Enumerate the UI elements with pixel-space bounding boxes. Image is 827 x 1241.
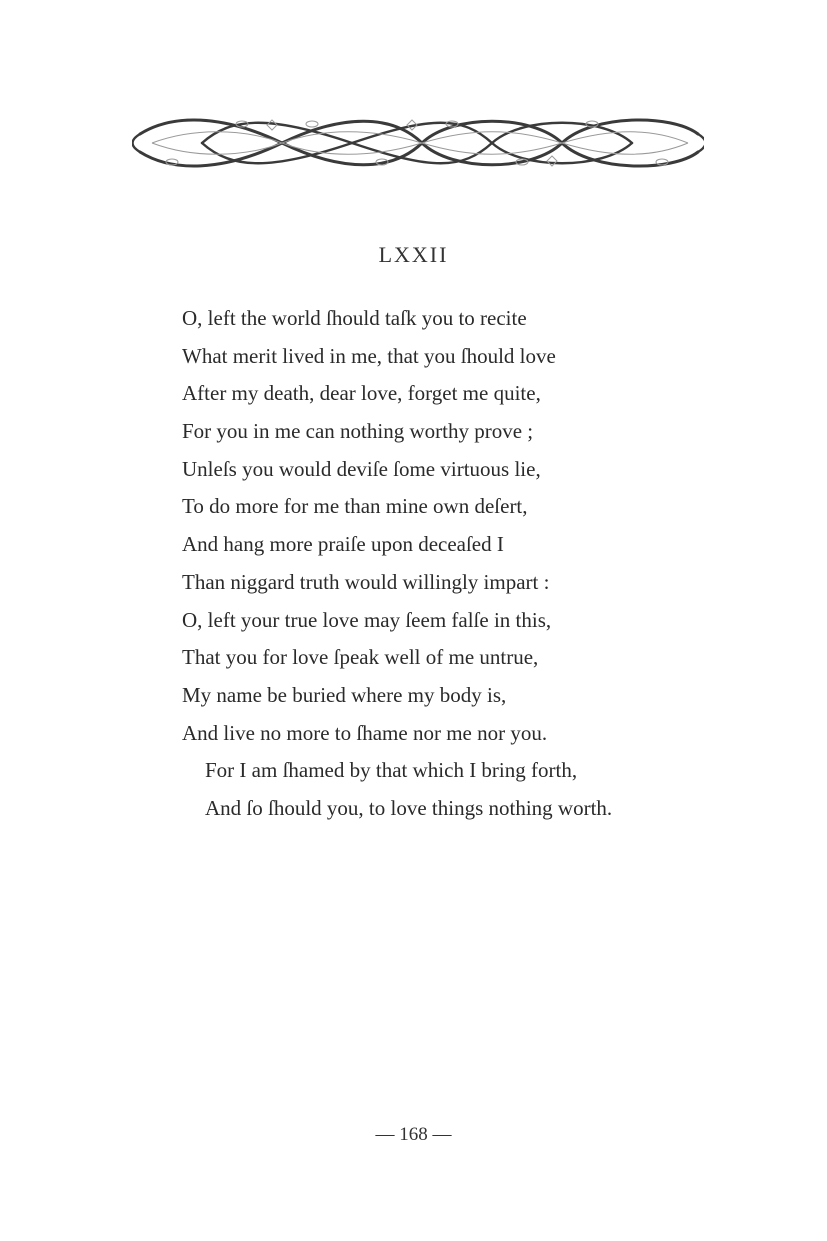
- poem-line: Than niggard truth would willingly impart :: [182, 569, 550, 594]
- poem-line: O, left the world ſhould taſk you to recite: [182, 306, 527, 330]
- poem-line: For you in me can nothing worthy prove ;: [182, 419, 534, 444]
- page-number: — 168 —: [375, 1124, 452, 1145]
- couplet-line: And ſo ſhould you, to love things nothing worth.: [205, 795, 613, 820]
- poem-line: O, left your true love may ſeem falſe in this,: [182, 607, 552, 632]
- poem-line: And hang more praiſe upon deceaſed I: [182, 532, 504, 557]
- couplet-line: For I am ſhamed by that which I bring forth,: [205, 758, 578, 783]
- poem-line: To do more for me than mine own deſert,: [182, 494, 528, 519]
- poem-line: My name be buried where my body is,: [182, 682, 507, 707]
- sonnet-body: [182, 300, 742, 828]
- sonnet-number: LXXII: [378, 242, 449, 267]
- poem-line: What merit lived in me, that you ſhould love: [182, 343, 556, 368]
- poem-line: And live no more to ſhame nor me nor you.: [182, 720, 548, 745]
- flourish-ornament-icon: [132, 112, 704, 174]
- poem-line: That you for love ſpeak well of me untrue,: [182, 645, 539, 670]
- poem-line: Unleſs you would deviſe ſome virtuous lie,: [182, 456, 541, 481]
- poem-line: After my death, dear love, forget me quite,: [182, 381, 541, 406]
